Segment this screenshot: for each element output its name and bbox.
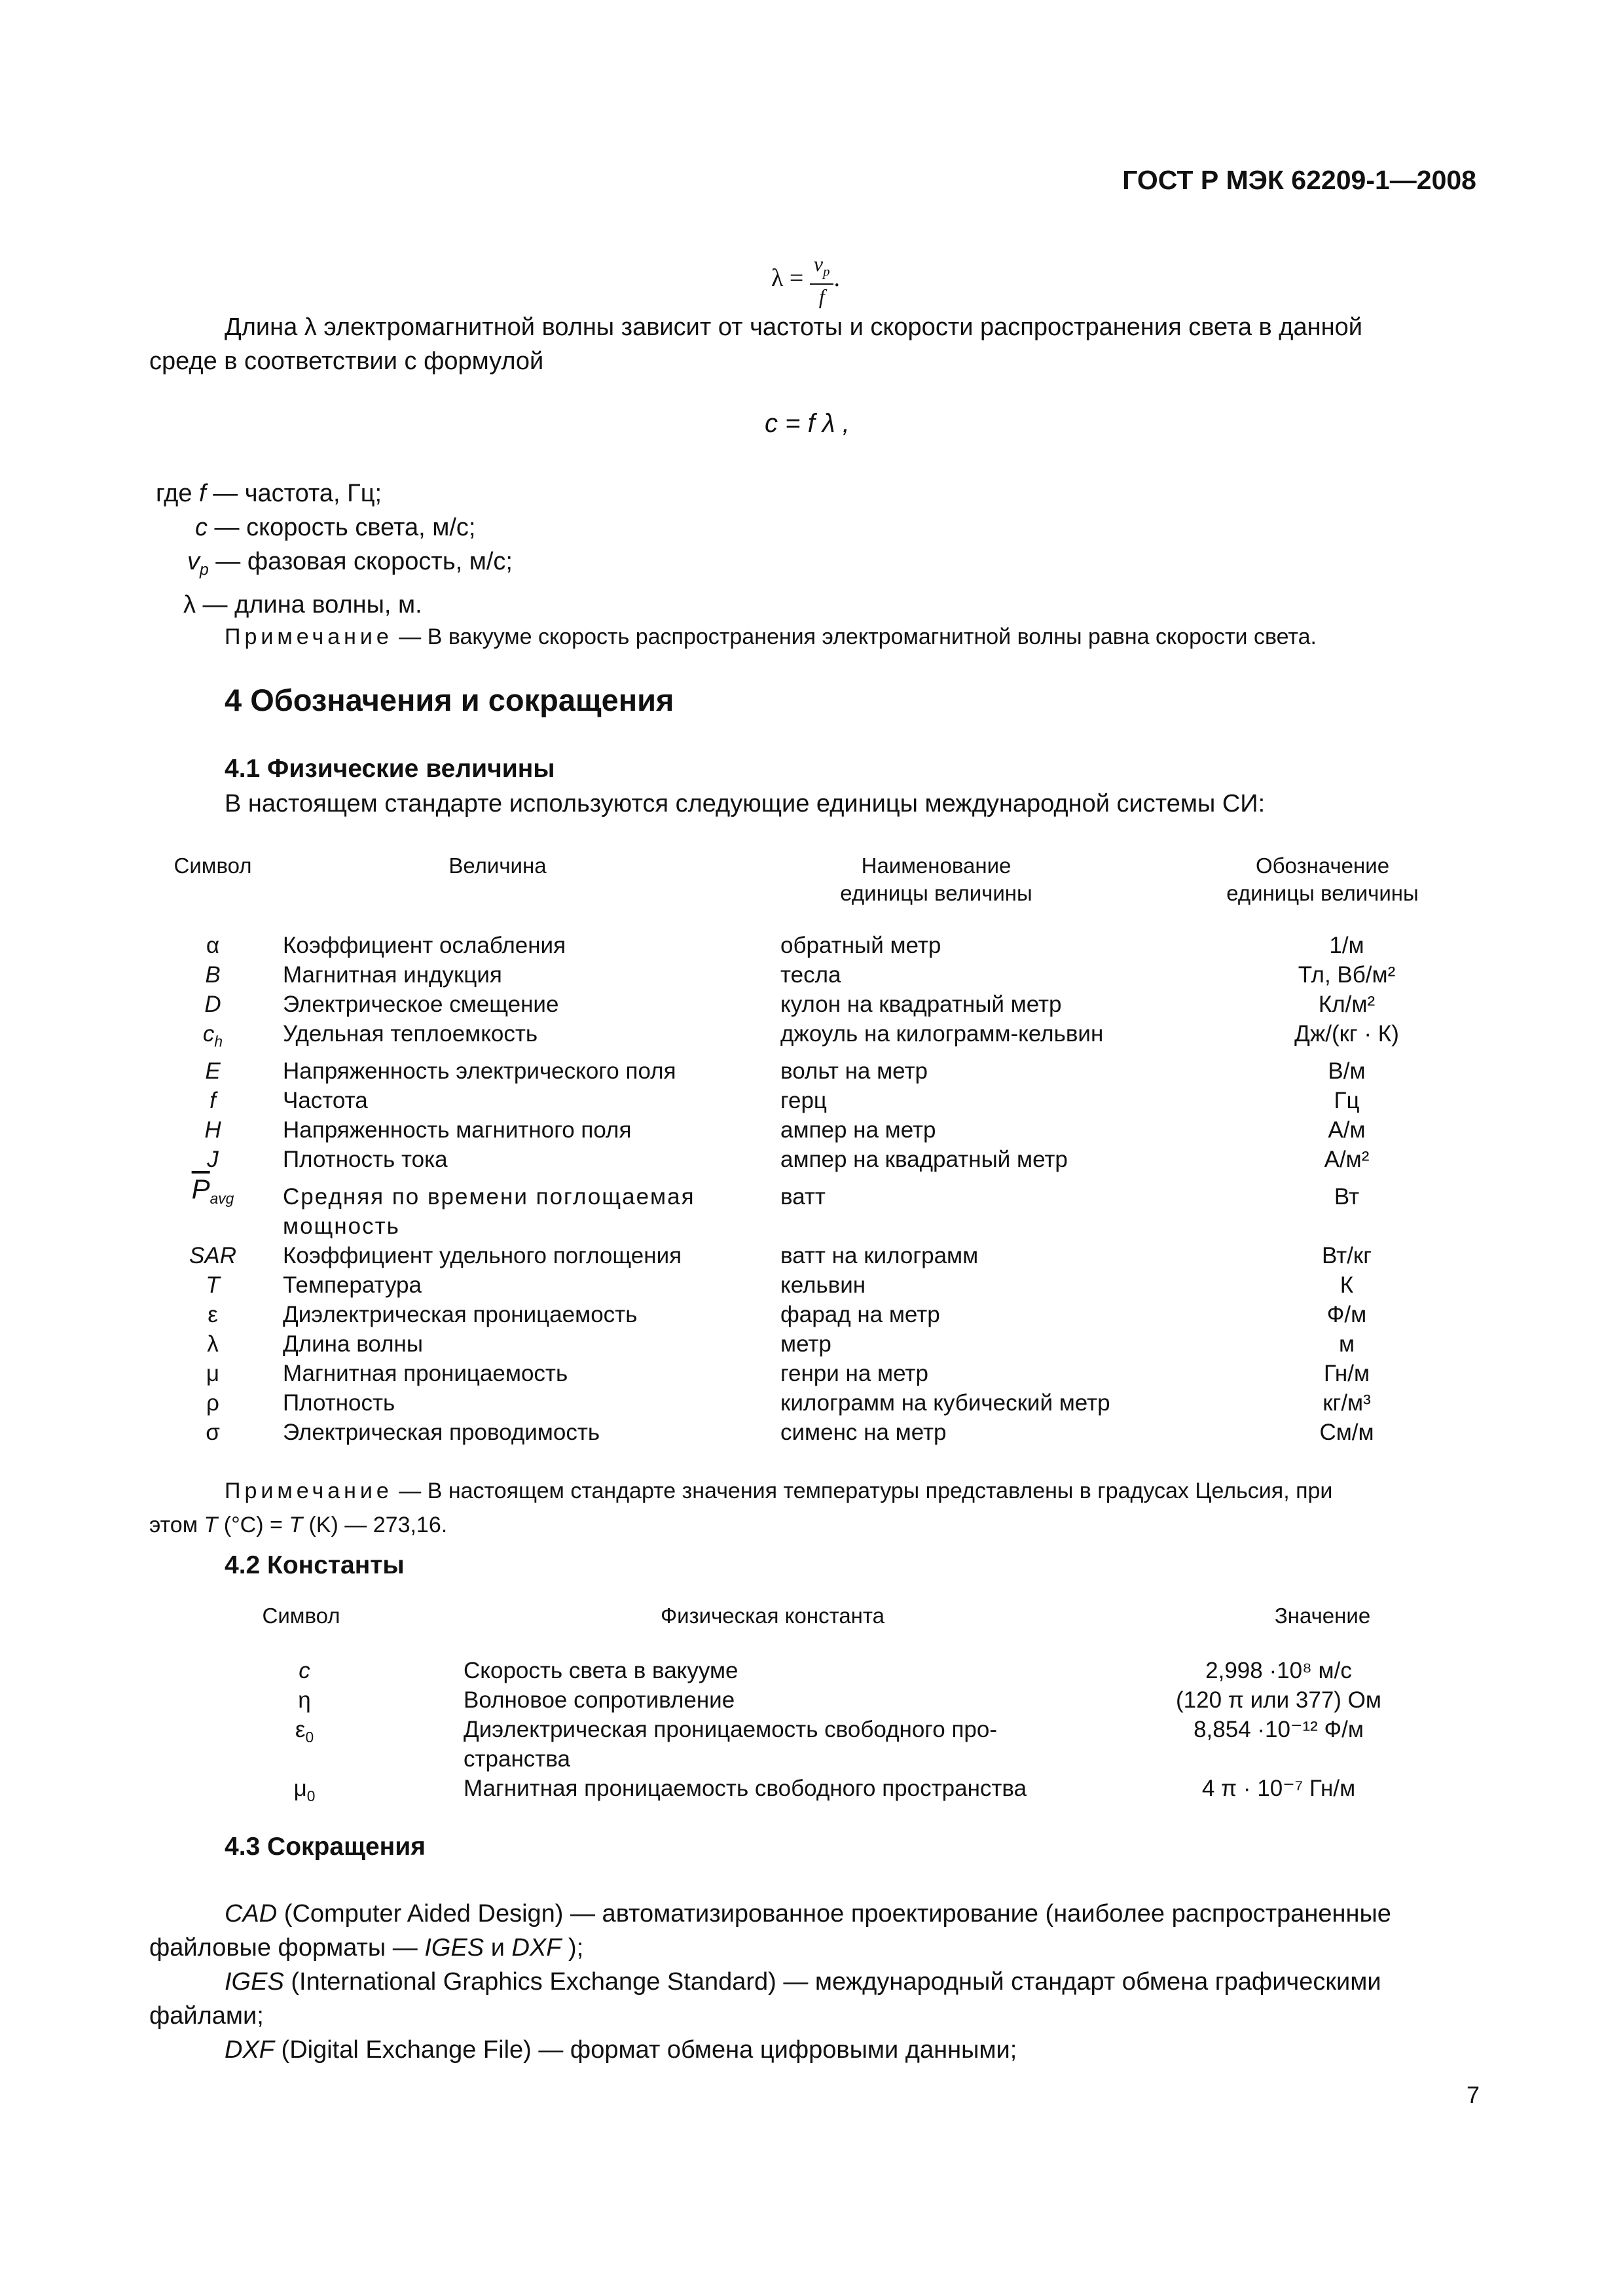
cell-symbol: f <box>210 1088 216 1113</box>
cell-unit-name: кулон на квадратный метр <box>780 992 1062 1017</box>
subsection-title-4-1: 4.1 Физические величины <box>225 755 555 783</box>
cell-unit-designation: См/м <box>1319 1420 1374 1445</box>
table2-header-constant: Физическая константа <box>661 1604 884 1628</box>
cell-quantity: Средняя по времени поглощаемая мощность <box>283 1184 695 1239</box>
cell-unit-designation: Дж/(кг · К) <box>1294 1021 1399 1047</box>
table-row <box>151 1241 1468 1270</box>
cell-unit-designation: А/м² <box>1324 1147 1370 1172</box>
cell-unit-name: герц <box>780 1088 827 1113</box>
cell-unit-name: метр <box>780 1331 831 1357</box>
table-row <box>242 1685 1387 1715</box>
cell-symbol: $\mu_0$ <box>293 1776 316 1804</box>
table-row <box>151 1056 1468 1086</box>
formula-speed-of-light: c = f λ , <box>765 409 850 438</box>
table1-header-quantity: Величина <box>448 853 547 878</box>
cell-unit-name: ампер на метр <box>780 1117 936 1143</box>
formula-fraction <box>810 252 834 308</box>
cell-symbol: $c_h$ <box>202 1021 223 1050</box>
cell-unit-designation: Ф/м <box>1326 1302 1367 1327</box>
cell-quantity: Магнитная индукция <box>283 962 502 988</box>
table1-header-symbol: Символ <box>173 853 252 878</box>
cell-constant-name: Скорость света в вакууме <box>464 1658 739 1683</box>
cell-value: 8,854 ·10⁻¹² Ф/м <box>1194 1717 1364 1742</box>
cell-quantity: Электрическое смещение <box>283 992 559 1017</box>
cell-symbol: ε <box>208 1302 218 1327</box>
cell-symbol: $\overline{P}_{avg}$ <box>191 1174 234 1207</box>
table-row <box>151 1418 1468 1447</box>
cell-symbol: α <box>206 933 220 958</box>
cell-quantity: Удельная теплоемкость <box>283 1021 538 1047</box>
table1-header-unit-designation: Обозначение единицы величины <box>1226 853 1419 905</box>
cell-symbol: B <box>205 962 221 988</box>
table-row <box>151 1329 1468 1359</box>
cell-unit-name: вольт на метр <box>780 1058 928 1084</box>
cell-unit-designation: А/м <box>1328 1117 1366 1143</box>
subsection-intro-4-1: В настоящем стандарте используются следующие единицы международной системы СИ: <box>225 790 1266 817</box>
formula-num: v <box>813 252 824 276</box>
cell-quantity: Длина волны <box>283 1331 423 1357</box>
cell-symbol: $\varepsilon_0$ <box>295 1717 314 1746</box>
where-item: c — скорость света, м/с; <box>195 514 476 541</box>
cell-symbol: D <box>204 992 221 1017</box>
paragraph-line-2: среде в соответствии с формулой <box>149 348 544 375</box>
cell-value: 4 π · 10⁻⁷ Гн/м <box>1201 1776 1356 1801</box>
cell-quantity: Магнитная проницаемость <box>283 1361 568 1386</box>
cell-quantity: Электрическая проводимость <box>283 1420 600 1445</box>
where-list <box>156 476 513 622</box>
where-item: где f — частота, Гц; <box>156 480 382 507</box>
note-temperature: Примечание — В настоящем стандарте значения температуры представлены в градусах Цельсия, при этом T (°C) = T (K) — 273,16. <box>149 1474 1478 1542</box>
cell-symbol: σ <box>206 1420 220 1445</box>
page-number: 7 <box>1466 2081 1480 2108</box>
table-row <box>151 1115 1468 1145</box>
abbreviations-list <box>149 1897 1478 2067</box>
si-units-table <box>151 931 1468 1447</box>
cell-unit-name: кельвин <box>780 1272 866 1298</box>
cell-quantity: Температура <box>283 1272 422 1298</box>
where-item: λ — длина волны, м. <box>183 590 422 619</box>
table-row <box>151 1174 1468 1241</box>
where-item: $v_p$ — фазовая скорость, м/с; <box>187 548 513 579</box>
cell-symbol: λ <box>207 1331 219 1357</box>
cell-value: (120 π или 377) Ом <box>1176 1687 1381 1713</box>
cell-symbol: T <box>206 1272 220 1298</box>
table-row <box>151 931 1468 960</box>
note-vacuum <box>225 622 1478 652</box>
cell-unit-name: сименс на метр <box>780 1420 947 1445</box>
cell-unit-name: генри на метр <box>780 1361 928 1386</box>
cell-symbol: c <box>299 1658 310 1683</box>
subsection-title-4-2: 4.2 Константы <box>225 1551 405 1579</box>
cell-quantity: Диэлектрическая проницаемость <box>283 1302 638 1327</box>
cell-constant-name: Магнитная проницаемость свободного пространства <box>464 1776 1027 1801</box>
cell-unit-name: килограмм на кубический метр <box>780 1390 1110 1416</box>
cell-symbol: μ <box>206 1361 220 1386</box>
cell-unit-designation: м <box>1338 1331 1355 1357</box>
note-text: — В вакууме скорость распространения электромагнитной волны равна скорости света. <box>392 624 1317 649</box>
cell-unit-designation: кг/м³ <box>1322 1390 1371 1416</box>
cell-symbol: H <box>204 1117 221 1143</box>
cell-unit-name: джоуль на килограмм-кельвин <box>780 1021 1104 1047</box>
table-row <box>151 1300 1468 1329</box>
table2-header-value: Значение <box>1274 1604 1371 1628</box>
formula-num-sub: p <box>823 264 830 279</box>
abbr-cad: CAD (Computer Aided Design) — автоматизированное проектирование (наиболее распространенные файловые форматы — IGES и DXF ); <box>149 1900 1391 1962</box>
cell-unit-name: ватт <box>780 1184 826 1210</box>
table-row <box>242 1715 1387 1774</box>
cell-unit-designation: Вт/кг <box>1321 1243 1372 1268</box>
cell-quantity: Частота <box>283 1088 368 1113</box>
cell-symbol: η <box>298 1687 311 1713</box>
cell-unit-designation: Вт <box>1334 1184 1360 1210</box>
cell-quantity: Плотность тока <box>283 1147 448 1172</box>
cell-unit-name: фарад на метр <box>780 1302 940 1327</box>
cell-unit-designation: Тл, Вб/м² <box>1298 962 1396 988</box>
table-row <box>151 1019 1468 1056</box>
cell-constant-name: Диэлектрическая проницаемость свободного про- странства <box>464 1717 998 1772</box>
formula-den: f <box>818 285 825 309</box>
cell-symbol: J <box>207 1147 219 1172</box>
cell-unit-name: тесла <box>780 962 841 988</box>
cell-symbol: E <box>205 1058 221 1084</box>
table-row <box>151 1086 1468 1115</box>
paragraph-wavelength <box>149 310 1478 378</box>
cell-unit-designation: Гн/м <box>1323 1361 1370 1386</box>
cell-unit-designation: 1/м <box>1329 933 1364 958</box>
table2-header-symbol: Символ <box>262 1604 340 1628</box>
table-row <box>151 960 1468 990</box>
cell-unit-name: ватт на килограмм <box>780 1243 979 1268</box>
note-label: Примечание <box>225 624 393 649</box>
table-row <box>151 1388 1468 1418</box>
subsection-title-4-3: 4.3 Сокращения <box>225 1833 426 1861</box>
cell-unit-designation: Гц <box>1334 1088 1360 1113</box>
table-row <box>151 990 1468 1019</box>
formula-wavelength <box>771 252 840 308</box>
table-row <box>242 1656 1387 1685</box>
constants-table <box>242 1656 1387 1811</box>
cell-symbol: SAR <box>189 1243 236 1268</box>
document-header: ГОСТ Р МЭК 62209-1—2008 <box>1122 165 1476 195</box>
formula-lhs: λ = <box>771 264 804 292</box>
cell-quantity: Напряженность электрического поля <box>283 1058 676 1084</box>
cell-quantity: Коэффициент удельного поглощения <box>283 1243 682 1268</box>
cell-unit-designation: В/м <box>1328 1058 1366 1084</box>
cell-value: 2,998 ·10⁸ м/с <box>1205 1658 1352 1683</box>
cell-quantity: Коэффициент ослабления <box>283 933 566 958</box>
table-row <box>151 1270 1468 1300</box>
abbr-iges: IGES (International Graphics Exchange Standard) — международный стандарт обмена графическими файлами; <box>149 1968 1381 2030</box>
note-temperature-line2: этом T (°C) = T (K) — 273,16. <box>149 1513 448 1537</box>
cell-symbol: ρ <box>206 1390 219 1416</box>
cell-quantity: Плотность <box>283 1390 395 1416</box>
cell-constant-name: Волновое сопротивление <box>464 1687 735 1713</box>
table-row <box>151 1359 1468 1388</box>
table-row <box>242 1774 1387 1811</box>
cell-unit-designation: Кл/м² <box>1318 992 1376 1017</box>
table1-header-unit-name: Наименование единицы величины <box>840 853 1032 905</box>
section-title: 4 Обозначения и сокращения <box>225 683 674 717</box>
table-row <box>151 1145 1468 1174</box>
formula-end: . <box>833 264 840 292</box>
cell-unit-name: ампер на квадратный метр <box>780 1147 1068 1172</box>
paragraph-line-1: Длина λ электромагнитной волны зависит от частоты и скорости распространения света в данной <box>225 314 1362 341</box>
abbr-dxf: DXF (Digital Exchange File) — формат обмена цифровыми данными; <box>225 2036 1017 2064</box>
cell-quantity: Напряженность магнитного поля <box>283 1117 632 1143</box>
cell-unit-name: обратный метр <box>780 933 941 958</box>
cell-unit-designation: К <box>1340 1272 1354 1298</box>
